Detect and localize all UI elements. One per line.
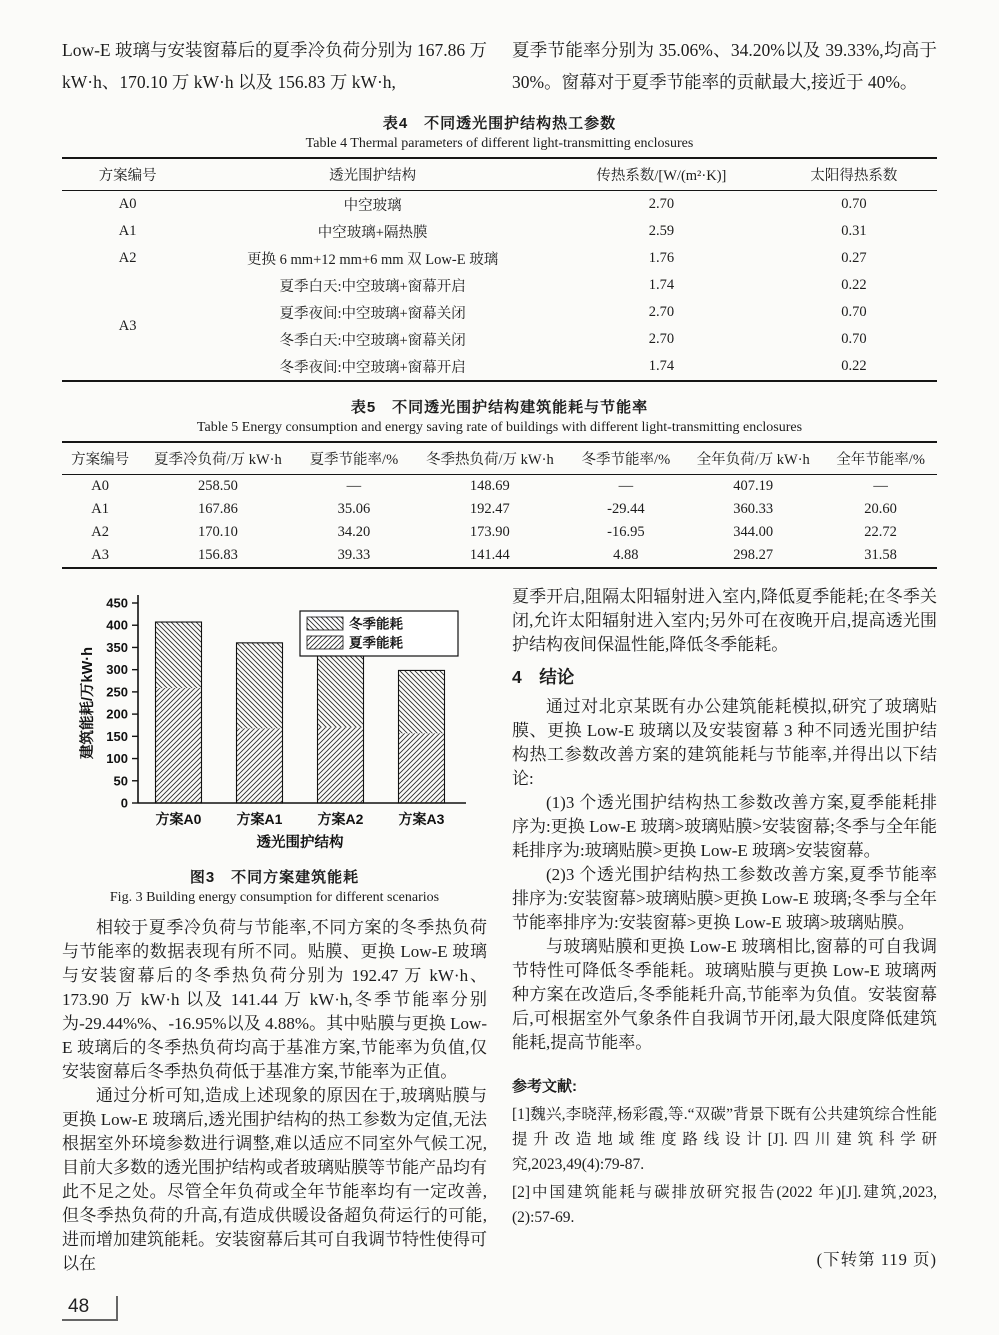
cell: 22.72 bbox=[864, 524, 897, 540]
page-number bbox=[62, 1296, 118, 1321]
cell-scheme: A1 bbox=[118, 223, 137, 239]
svg-text:50: 50 bbox=[113, 773, 128, 789]
table4-header-scheme: 方案编号 bbox=[98, 168, 157, 184]
svg-text:0: 0 bbox=[120, 795, 128, 811]
cell-k: 2.70 bbox=[648, 304, 675, 320]
cell-k: 1.76 bbox=[648, 250, 675, 266]
cell-shgc: 0.70 bbox=[841, 196, 867, 212]
table4-caption-cn: 表4 不同透光围护结构热工参数 bbox=[382, 115, 617, 132]
cell: 148.69 bbox=[469, 478, 510, 494]
right-paragraph-4: 与玻璃贴膜和更换 Low-E 玻璃相比,窗幕的可自我调节特性可降低冬季能耗。玻璃贴膜与更换 Low-E 玻璃两种方案在改造后,冬季能耗升高,节能率为负值。安装窗幕后,可根据室外气象条件自我调节开闭,最大限度降低建筑能耗,提高节能率。 bbox=[512, 937, 937, 1052]
cell: A0 bbox=[91, 478, 109, 494]
cell: 170.10 bbox=[197, 524, 238, 540]
table-row bbox=[62, 245, 937, 272]
cell-shgc: 0.27 bbox=[841, 250, 867, 266]
reference-1: [1]魏兴,李晓萍,杨彩霞,等.“双碳”背景下既有公共建筑综合性能提升改造地域维度路线设计[J].四川建筑科学研究,2023,49(4):79-87. bbox=[512, 1106, 937, 1173]
table4-caption-en: Table 4 Thermal parameters of different light-transmitting enclosures bbox=[305, 136, 694, 151]
cell: — bbox=[618, 478, 634, 494]
table5-header-winter-load: 冬季热负荷/万 kW·h bbox=[426, 452, 554, 468]
lower-section bbox=[62, 585, 937, 1287]
top-left-paragraph: Low-E 玻璃与安装窗幕后的夏季冷负荷分别为 167.86 万 kW·h、170.10 万 kW·h 以及 156.83 万 kW·h, bbox=[62, 40, 487, 92]
cell-structure: 中空玻璃+隔热膜 bbox=[317, 225, 428, 241]
table5-caption-en: Table 5 Energy consumption and energy saving rate of buildings with different light-transmitting enclosures bbox=[196, 420, 803, 435]
cell: 141.44 bbox=[469, 547, 510, 563]
cell-shgc: 0.22 bbox=[841, 277, 867, 293]
table4-header-shgc: 太阳得热系数 bbox=[810, 168, 898, 184]
table-row bbox=[62, 475, 937, 499]
cell: 156.83 bbox=[197, 547, 238, 563]
svg-text:建筑能耗/万kW·h: 建筑能耗/万kW·h bbox=[80, 647, 96, 759]
cell-structure: 更换 6 mm+12 mm+6 mm 双 Low-E 玻璃 bbox=[247, 252, 499, 268]
svg-text:夏季能耗: 夏季能耗 bbox=[349, 635, 403, 651]
svg-text:透光围护结构: 透光围护结构 bbox=[256, 835, 344, 851]
cell: A2 bbox=[91, 524, 109, 540]
table4 bbox=[62, 157, 937, 382]
figure3-caption-cn: 图3 不同方案建筑能耗 bbox=[189, 869, 360, 886]
cell-scheme: A2 bbox=[118, 250, 137, 266]
cell-k: 2.70 bbox=[648, 331, 675, 347]
table-row bbox=[62, 521, 937, 544]
cell: 4.88 bbox=[613, 547, 639, 563]
cell-shgc: 0.22 bbox=[841, 358, 867, 374]
cell: 39.33 bbox=[337, 547, 371, 563]
cell-structure: 夏季白天:中空玻璃+窗幕开启 bbox=[279, 279, 466, 295]
continued-note: (下转第 119 页) bbox=[816, 1250, 937, 1269]
cell: -29.44 bbox=[607, 501, 645, 517]
svg-text:方案A0: 方案A0 bbox=[155, 811, 202, 827]
cell: A3 bbox=[91, 547, 109, 563]
cell: 258.50 bbox=[197, 478, 238, 494]
table4-header-structure: 透光围护结构 bbox=[329, 168, 417, 184]
cell-shgc: 0.31 bbox=[841, 223, 867, 239]
cell-structure: 中空玻璃 bbox=[343, 198, 402, 214]
table-row bbox=[62, 498, 937, 521]
table-row bbox=[62, 218, 937, 245]
right-column bbox=[512, 585, 937, 1287]
table-row bbox=[62, 191, 937, 219]
svg-text:450: 450 bbox=[106, 595, 128, 611]
table5-header-summer-rate: 夏季节能率/% bbox=[309, 452, 399, 468]
right-paragraph-1: 通过对北京某既有办公建筑能耗模拟,研究了玻璃贴膜、更换 Low-E 玻璃以及安装窗幕 3 种不同透光围护结构热工参数改善方案的建筑能耗与节能率,并得出以下结论: bbox=[512, 697, 937, 788]
references-heading: 参考文献: bbox=[512, 1078, 577, 1095]
cell-k: 2.59 bbox=[648, 223, 675, 239]
table5-header-summer-load: 夏季冷负荷/万 kW·h bbox=[154, 452, 282, 468]
table-row bbox=[62, 544, 937, 568]
left-paragraph-2: 通过分析可知,造成上述现象的原因在于,玻璃贴膜与更换 Low-E 玻璃后,透光围护结构的热工参数为定值,无法根据室外环境参数进行调整,难以适应不同室外气候工况,目前大多数的透光围护结构或者玻璃贴膜等节能产品均有此不足之处。尽管全年负荷或全年节能率均有一定改善,但冬季热负荷的升高,有造成供暖设备超负荷运行的可能,进而增加建筑能耗。安装窗幕后其可自我调节特性使得可以在 bbox=[62, 1086, 487, 1273]
cell-structure: 冬季夜间:中空玻璃+窗幕开启 bbox=[279, 360, 466, 376]
table4-header-k: 传热系数/[W/(m²·K)] bbox=[596, 168, 727, 184]
table5-header-row bbox=[62, 442, 937, 475]
table5-caption-cn: 表5 不同透光围护结构建筑能耗与节能率 bbox=[350, 399, 649, 416]
energy-consumption-chart bbox=[76, 587, 476, 855]
left-paragraph-1: 相较于夏季冷负荷与节能率,不同方案的冬季热负荷与节能率的数据表现有所不同。贴膜、更换 Low-E 玻璃与安装窗幕后的冬季热负荷分别为 192.47 万 kW·h、173.90 万 kW·h 以及 141.44 万 kW·h,冬季节能率分别为-29.44%%、-16.95%以及 4.88%。其中贴膜与更换 Low-E 玻璃后的冬季热负荷均高于基准方案,节能率为负值,仅安装窗幕后冬季热负荷低于基准方案,节能率为正值。 bbox=[62, 918, 487, 1081]
cell: -16.95 bbox=[607, 524, 645, 540]
figure3-caption-en: Fig. 3 Building energy consumption for different scenarios bbox=[109, 890, 440, 905]
cell: 360.33 bbox=[733, 501, 774, 517]
cell-k: 1.74 bbox=[648, 358, 675, 374]
cell: — bbox=[873, 478, 888, 494]
table5-header-scheme: 方案编号 bbox=[71, 452, 130, 468]
cell: 173.90 bbox=[469, 524, 510, 540]
reference-2: [2]中国建筑能耗与碳排放研究报告(2022 年)[J].建筑,2023,(2):57-69. bbox=[512, 1184, 937, 1226]
cell-shgc: 0.70 bbox=[841, 304, 867, 320]
cell-shgc: 0.70 bbox=[841, 331, 867, 347]
table-row bbox=[62, 326, 937, 353]
cell: — bbox=[346, 478, 362, 494]
cell: 31.58 bbox=[864, 547, 897, 563]
page-number-value: 48 bbox=[68, 1296, 90, 1317]
svg-text:400: 400 bbox=[106, 617, 128, 633]
table5-header-winter-rate: 冬季节能率/% bbox=[581, 452, 671, 468]
table-row bbox=[62, 272, 937, 299]
conclusion-item-1: (1)3 个透光围护结构热工参数改善方案,夏季能耗排序为:更换 Low-E 玻璃>玻璃贴膜>安装窗幕;冬季与全年能耗排序为:玻璃贴膜>更换 Low-E 玻璃>安装窗幕。 bbox=[512, 793, 937, 860]
table-row bbox=[62, 353, 937, 381]
cell: 407.19 bbox=[733, 478, 774, 494]
table4-header-row bbox=[62, 158, 937, 191]
table5-header-annual-rate: 全年节能率/% bbox=[836, 452, 925, 468]
table5 bbox=[62, 441, 937, 569]
cell-k: 2.70 bbox=[648, 196, 675, 212]
top-right-paragraph: 夏季节能率分别为 35.06%、34.20%以及 39.33%,均高于 30%。窗幕对于夏季节能率的贡献最大,接近于 40%。 bbox=[512, 40, 937, 92]
top-text-block bbox=[62, 34, 937, 98]
table4-block bbox=[62, 112, 937, 382]
svg-text:冬季能耗: 冬季能耗 bbox=[349, 616, 403, 632]
conclusion-item-2: (2)3 个透光围护结构热工参数改善方案,夏季节能率排序为:安装窗幕>玻璃贴膜>更换 Low-E 玻璃;冬季与全年节能率排序为:安装窗幕>更换 Low-E 玻璃>玻璃贴膜。 bbox=[512, 865, 937, 932]
figure3 bbox=[62, 587, 487, 906]
cell: 192.47 bbox=[469, 501, 510, 517]
svg-text:150: 150 bbox=[106, 728, 128, 744]
table5-header-annual-load: 全年负荷/万 kW·h bbox=[696, 452, 810, 468]
svg-text:方案A2: 方案A2 bbox=[317, 811, 364, 827]
svg-text:250: 250 bbox=[106, 684, 128, 700]
section-heading-conclusion: 4 结论 bbox=[512, 667, 575, 687]
svg-text:方案A1: 方案A1 bbox=[236, 811, 283, 827]
cell-structure: 冬季白天:中空玻璃+窗幕关闭 bbox=[279, 333, 466, 349]
cell: 298.27 bbox=[733, 547, 774, 563]
table-row bbox=[62, 299, 937, 326]
cell: 344.00 bbox=[733, 524, 774, 540]
right-paragraph-0: 夏季开启,阻隔太阳辐射进入室内,降低夏季能耗;在冬季关闭,允许太阳辐射进入室内;另外可在夜晚开启,提高透光围护结构夜间保温性能,降低冬季能耗。 bbox=[512, 587, 937, 654]
cell-scheme: A0 bbox=[118, 196, 137, 212]
table5-block bbox=[62, 396, 937, 569]
chart-wrap bbox=[76, 587, 487, 860]
svg-text:100: 100 bbox=[106, 751, 128, 767]
cell: 20.60 bbox=[864, 501, 897, 517]
svg-text:方案A3: 方案A3 bbox=[398, 811, 445, 827]
cell: 34.20 bbox=[337, 524, 371, 540]
svg-text:300: 300 bbox=[106, 662, 128, 678]
cell-k: 1.74 bbox=[648, 277, 675, 293]
svg-text:200: 200 bbox=[106, 706, 128, 722]
cell-scheme-a3: A3 bbox=[118, 317, 137, 334]
cell: A1 bbox=[91, 501, 109, 517]
cell: 35.06 bbox=[337, 501, 371, 517]
svg-text:350: 350 bbox=[106, 639, 128, 655]
left-column bbox=[62, 585, 487, 1287]
cell: 167.86 bbox=[197, 501, 238, 517]
cell-structure: 夏季夜间:中空玻璃+窗幕关闭 bbox=[279, 306, 466, 322]
